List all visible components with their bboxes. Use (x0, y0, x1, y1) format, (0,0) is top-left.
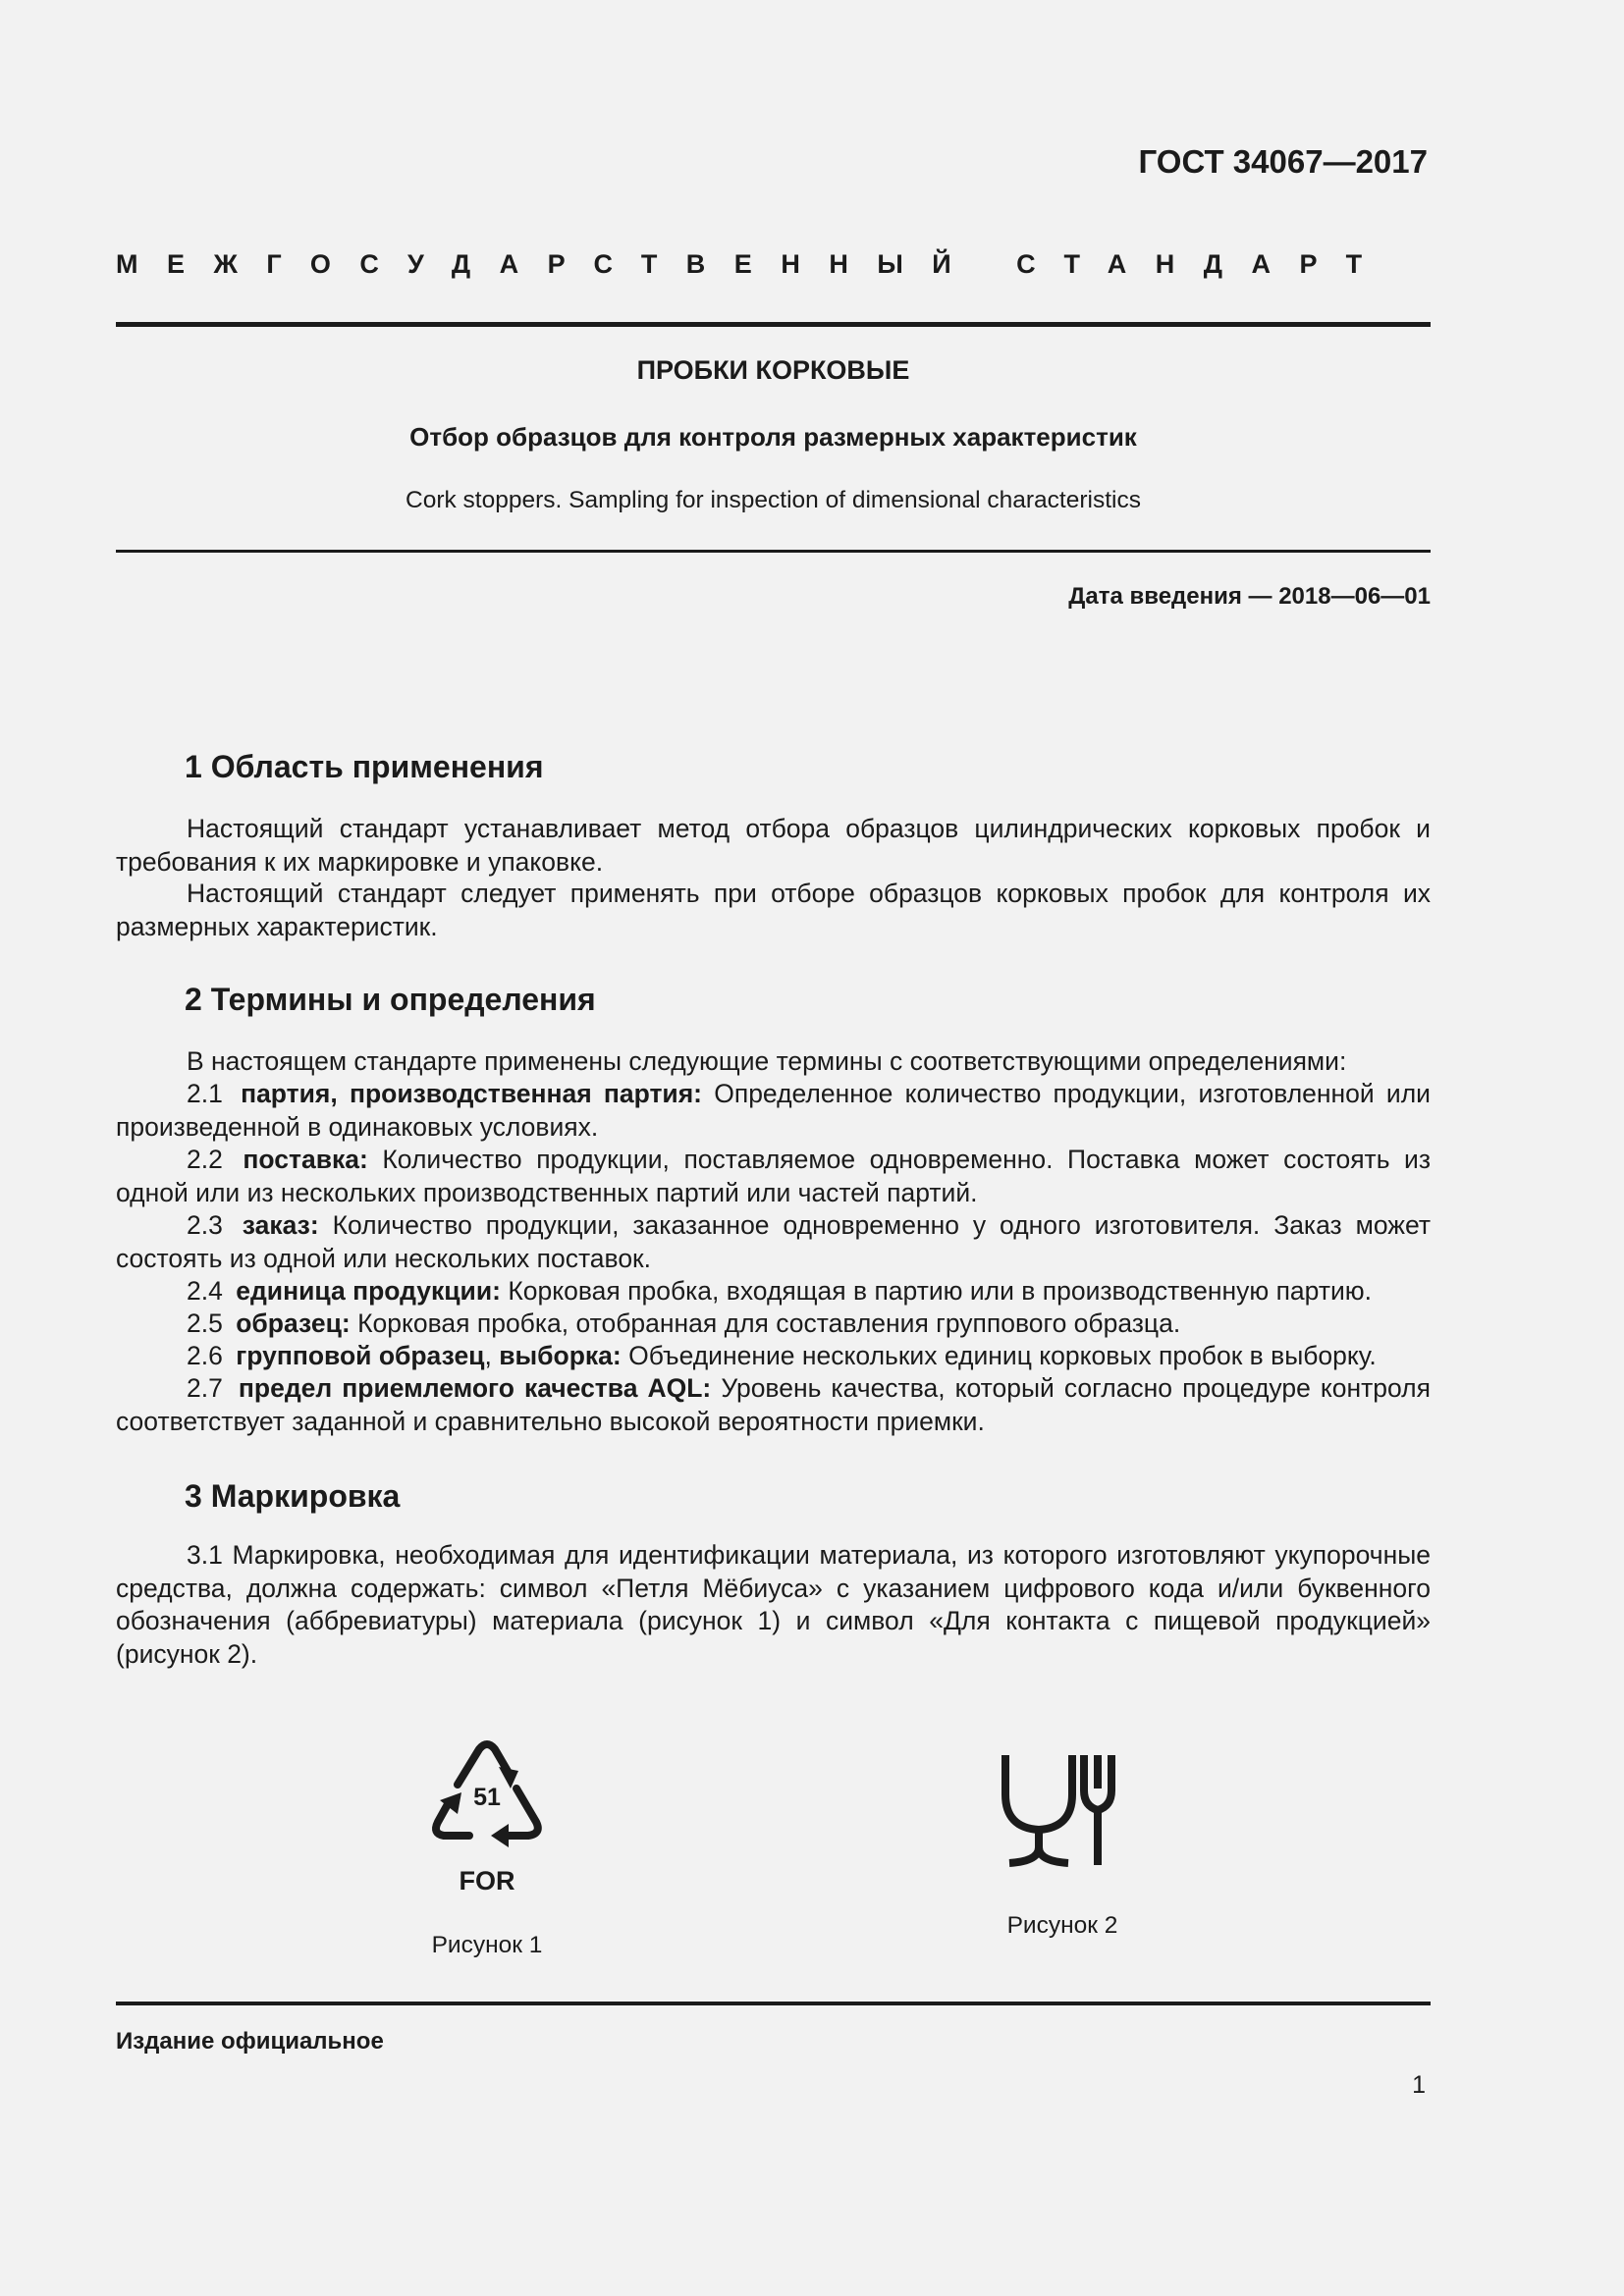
standard-designation: ГОСТ 34067—2017 (1138, 143, 1428, 180)
term-2-2 (116, 1144, 1431, 1209)
figure-2-caption: Рисунок 2 (1006, 1912, 1118, 1939)
document-title-english: Cork stoppers. Sampling for inspection of dimensional characteristics (406, 487, 1141, 513)
term-definition: Корковая пробка, отобранная для составления группового образца. (357, 1308, 1181, 1338)
section-2-heading: 2 Термины и определения (185, 982, 596, 1017)
term-name: групповой образец (236, 1341, 485, 1370)
term-number: 2.4 (187, 1276, 223, 1306)
header-rule (116, 322, 1431, 327)
term-2-1 (116, 1078, 1431, 1144)
material-abbreviation: FOR (459, 1866, 515, 1896)
interstate-standard-label: МЕЖГОСУДАРСТВЕННЫЙ СТАНДАРТ (116, 249, 1391, 279)
term-2-4 (116, 1275, 1431, 1308)
term-definition: Определенное количество продукции, изготовленной или произведенной в одинаковых условиях. (116, 1079, 1431, 1142)
title-rule (116, 550, 1431, 553)
term-definition: Объединение нескольких единиц корковых пробок в выборку. (628, 1341, 1377, 1370)
term-number: 2.7 (187, 1373, 223, 1403)
term-number: 2.3 (187, 1210, 223, 1240)
glass-fork-icon (964, 1745, 1161, 1873)
section-2-intro: В настоящем стандарте применены следующие термины с соответствующими определениями: (187, 1046, 1347, 1076)
term-separator: , (484, 1341, 500, 1370)
term-2-5 (116, 1308, 1431, 1341)
term-name: заказ: (242, 1210, 319, 1240)
term-name: поставка: (243, 1145, 368, 1174)
term-number: 2.5 (187, 1308, 223, 1338)
term-number: 2.6 (187, 1341, 223, 1370)
term-2-6 (116, 1340, 1431, 1373)
term-definition: Количество продукции, поставляемое одновременно. Поставка может состоять из одной или из нескольких производственных партий или частей партий. (116, 1145, 1431, 1207)
figure-1-caption: Рисунок 1 (431, 1932, 543, 1958)
section-1-heading: 1 Область применения (185, 749, 544, 784)
term-number: 2.2 (187, 1145, 223, 1174)
introduction-date: Дата введения — 2018—06—01 (1068, 583, 1431, 610)
section-3-heading: 3 Маркировка (185, 1478, 401, 1514)
section-1-paragraph-1: Настоящий стандарт устанавливает метод отбора образцов цилиндрических корковых пробок и требования к их маркировке и упаковке. (116, 814, 1431, 877)
term-number: 2.1 (187, 1079, 223, 1108)
term-name: единица продукции: (236, 1276, 501, 1306)
document-subtitle: Отбор образцов для контроля размерных характеристик (409, 422, 1137, 452)
footer-rule (116, 2002, 1431, 2005)
section-1-paragraph-2: Настоящий стандарт следует применять при отборе образцов корковых пробок для контроля их размерных характеристик. (116, 879, 1431, 941)
term-name: предел приемлемого качества AQL: (238, 1373, 712, 1403)
mobius-loop-icon (389, 1728, 585, 1875)
term-name-alt: выборка: (499, 1341, 622, 1370)
term-definition: Уровень качества, который согласно процедуре контроля соответствует заданной и сравнительно высокой вероятности приемки. (116, 1373, 1431, 1436)
section-3-paragraph-1: 3.1 Маркировка, необходимая для идентификации материала, из которого изготовляют укупорочные средства, должна содержать: символ «Петля Мёбиуса» с указанием цифрового кода и/или буквенного обозначения (аббревиатуры) материала (рисунок 1) и символ «Для контакта с пищевой продукцией» (рисунок 2). (116, 1540, 1431, 1669)
official-edition-label: Издание официальное (116, 2028, 384, 2055)
term-2-7 (116, 1372, 1431, 1438)
term-name: партия, производственная партия: (241, 1079, 703, 1108)
page-number: 1 (1412, 2071, 1426, 2099)
term-name: образец: (236, 1308, 351, 1338)
figure-1 (389, 1728, 585, 1959)
term-definition: Корковая пробка, входящая в партию или в производственную партию. (508, 1276, 1373, 1306)
term-definition: Количество продукции, заказанное одновременно у одного изготовителя. Заказ может состоять из одной или нескольких поставок. (116, 1210, 1431, 1273)
document-title: ПРОБКИ КОРКОВЫЕ (636, 355, 910, 385)
material-code: 51 (473, 1784, 501, 1811)
term-2-3 (116, 1209, 1431, 1275)
figure-2 (964, 1745, 1161, 1940)
